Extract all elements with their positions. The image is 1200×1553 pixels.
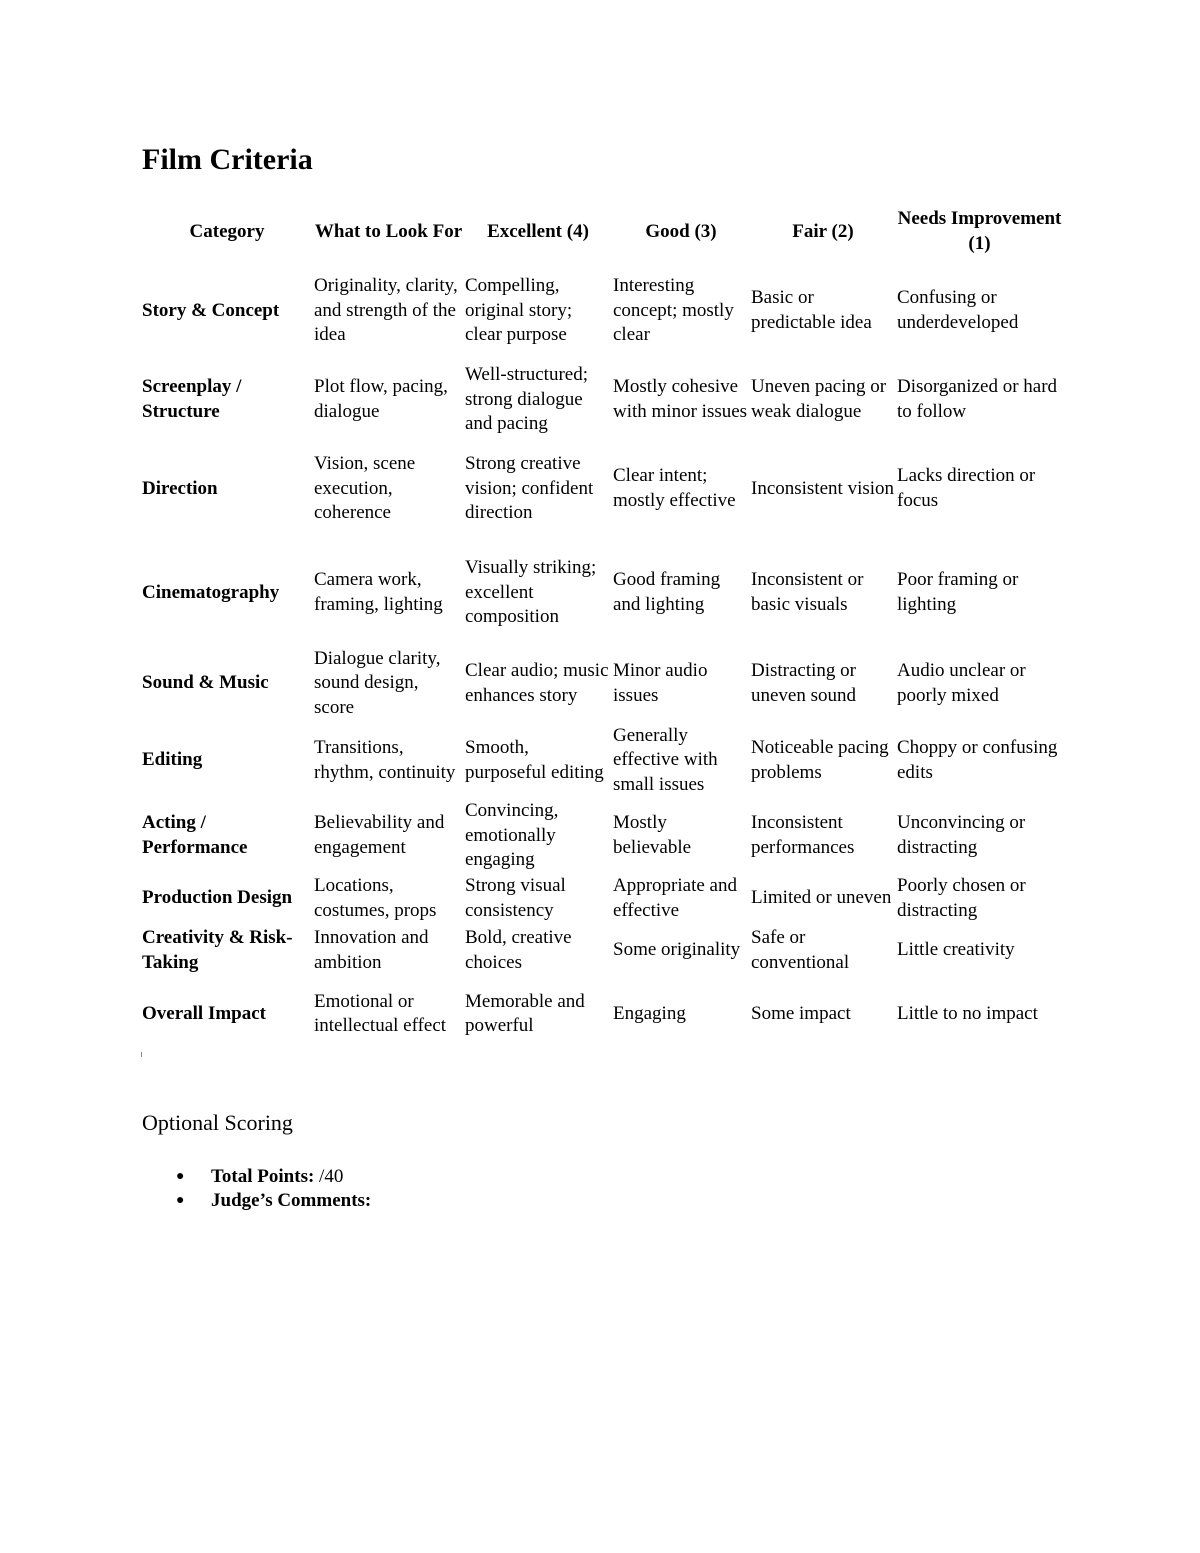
row-fair: Safe or conventional — [751, 927, 850, 973]
scoring-list — [142, 1165, 371, 1213]
row-look-for: Dialogue clarity, sound design, score — [314, 647, 441, 718]
header-excellent: Excellent (4) — [487, 220, 589, 242]
row-excellent: Smooth, purposeful editing — [465, 736, 604, 783]
bullet-icon: ● — [176, 1169, 185, 1184]
row-fair: Limited or uneven — [751, 887, 892, 909]
scoring-section-title: Optional Scoring — [142, 1110, 293, 1135]
row-needs-improvement: Audio unclear or poorly mixed — [897, 659, 1026, 706]
row-category: Cinematography — [142, 581, 280, 603]
row-fair: Uneven pacing or weak dialogue — [751, 376, 887, 422]
table-row — [140, 722, 1062, 799]
table-row — [140, 437, 1062, 541]
total-points-label: Total Points: — [211, 1166, 315, 1187]
row-fair: Noticeable pacing problems — [751, 736, 889, 783]
row-category: Screenplay / Structure — [142, 376, 242, 422]
row-needs-improvement: Disorganized or hard to follow — [897, 376, 1058, 422]
row-good: Engaging — [613, 1002, 686, 1024]
table-row — [140, 873, 1062, 925]
table-row — [140, 541, 1062, 645]
row-fair: Inconsistent vision — [751, 477, 895, 499]
row-needs-improvement: Little to no impact — [897, 1002, 1038, 1024]
paragraph-mark — [141, 1052, 142, 1057]
row-needs-improvement: Poor framing or lighting — [897, 569, 1019, 615]
row-fair: Some impact — [751, 1002, 851, 1024]
row-good: Interesting concept; mostly clear — [613, 275, 734, 346]
table-row — [140, 925, 1062, 977]
table-row — [140, 363, 1062, 437]
row-good: Mostly believable — [613, 812, 692, 858]
row-fair: Inconsistent or basic visuals — [751, 569, 864, 615]
header-category: Category — [189, 220, 265, 242]
row-category: Creativity & Risk-Taking — [142, 927, 293, 973]
criteria-table — [140, 205, 1062, 1052]
row-fair: Inconsistent performances — [751, 812, 855, 858]
row-needs-improvement: Poorly chosen or distracting — [897, 875, 1026, 921]
row-look-for: Emotional or intellectual effect — [314, 990, 447, 1037]
row-needs-improvement: Little creativity — [897, 939, 1015, 961]
row-needs-improvement: Choppy or confusing edits — [897, 736, 1058, 783]
row-excellent: Strong creative vision; confident direction — [465, 453, 594, 524]
row-good: Mostly cohesive with minor issues — [613, 376, 748, 422]
row-excellent: Well-structured; strong dialogue and pacing — [465, 364, 588, 435]
table-header-row — [140, 205, 1062, 259]
table-row — [140, 645, 1062, 722]
row-look-for: Innovation and ambition — [314, 927, 429, 973]
table-row — [140, 977, 1062, 1052]
row-needs-improvement: Unconvincing or distracting — [897, 812, 1026, 858]
row-good: Generally effective with small issues — [613, 724, 718, 795]
row-look-for: Originality, clarity, and strength of the idea — [314, 275, 458, 346]
row-excellent: Clear audio; music enhances story — [465, 659, 609, 706]
table-row — [140, 799, 1062, 873]
row-excellent: Compelling, original story; clear purpose — [465, 275, 573, 346]
judges-comments-label: Judge’s Comments: — [211, 1190, 372, 1211]
row-good: Good framing and lighting — [613, 569, 721, 615]
row-excellent: Strong visual consistency — [465, 875, 566, 921]
row-look-for: Locations, costumes, props — [314, 875, 437, 921]
table-row — [140, 259, 1062, 363]
row-category: Editing — [142, 749, 203, 771]
row-fair: Basic or predictable idea — [751, 287, 872, 333]
row-good: Some originality — [613, 939, 741, 961]
row-category: Direction — [142, 477, 218, 499]
row-excellent: Memorable and powerful — [465, 990, 585, 1037]
list-item — [142, 1165, 371, 1189]
row-fair: Distracting or uneven sound — [751, 659, 857, 706]
row-excellent: Visually striking; excellent composition — [465, 557, 597, 628]
header-good: Good (3) — [645, 220, 717, 242]
header-needs-improvement: Needs Improvement (1) — [897, 208, 1062, 254]
row-good: Minor audio issues — [613, 659, 708, 706]
row-needs-improvement: Lacks direction or focus — [897, 465, 1036, 511]
row-category: Production Design — [142, 887, 293, 909]
row-needs-improvement: Confusing or underdeveloped — [897, 287, 1019, 333]
row-category: Story & Concept — [142, 299, 280, 321]
row-look-for: Transitions, rhythm, continuity — [314, 736, 456, 783]
row-good: Appropriate and effective — [613, 875, 737, 921]
row-look-for: Believability and engagement — [314, 812, 445, 858]
row-excellent: Convincing, emotionally engaging — [465, 800, 559, 871]
total-points-value: /40 — [314, 1166, 344, 1187]
row-category: Sound & Music — [142, 672, 269, 694]
row-good: Clear intent; mostly effective — [613, 465, 736, 511]
row-look-for: Camera work, framing, lighting — [314, 569, 443, 615]
row-look-for: Vision, scene execution, coherence — [314, 453, 416, 524]
row-excellent: Bold, creative choices — [465, 927, 572, 973]
row-category: Acting / Performance — [142, 812, 248, 858]
row-look-for: Plot flow, pacing, dialogue — [314, 376, 448, 422]
bullet-icon: ● — [176, 1193, 185, 1208]
list-item — [142, 1189, 371, 1213]
header-what-to-look-for: What to Look For — [314, 220, 463, 242]
header-fair: Fair (2) — [792, 220, 854, 242]
document-title: Film Criteria — [142, 143, 313, 176]
row-category: Overall Impact — [142, 1002, 267, 1024]
